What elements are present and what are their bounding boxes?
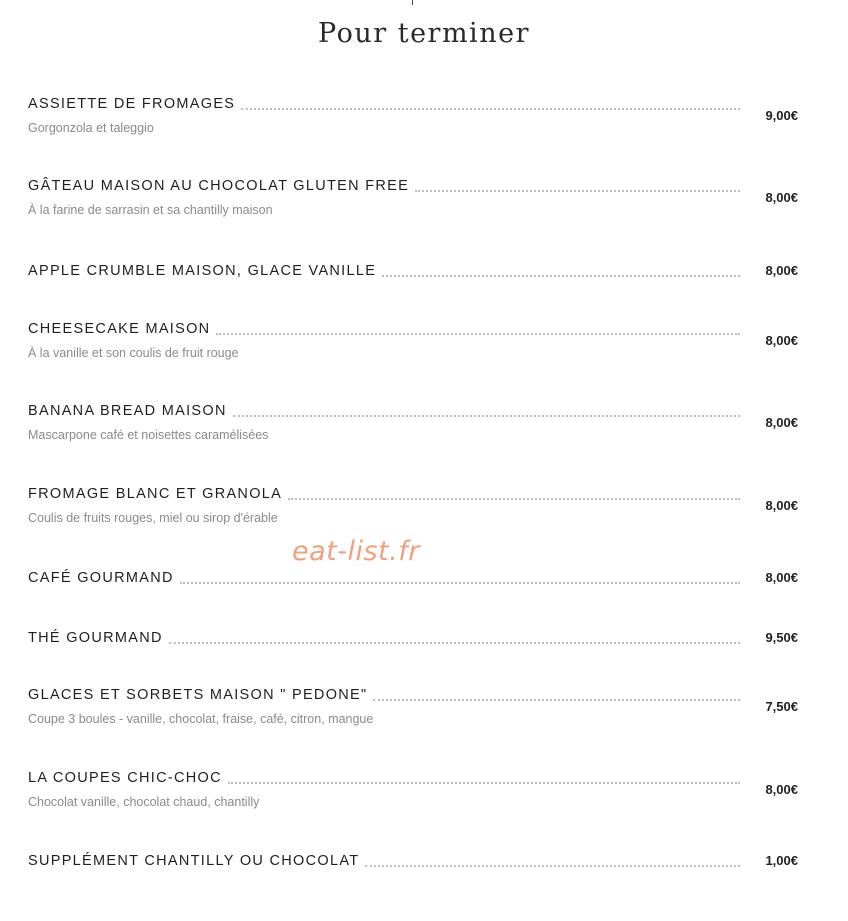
menu-item-name: SUPPLÉMENT CHANTILLY OU CHOCOLAT xyxy=(28,853,360,869)
dotted-leader xyxy=(180,581,740,584)
menu-item-name: GÂTEAU MAISON AU CHOCOLAT GLUTEN FREE xyxy=(28,178,410,194)
menu-item-description: Gorgonzola et taleggio xyxy=(28,121,154,135)
menu-item-name: CAFÉ GOURMAND xyxy=(28,570,174,586)
dotted-leader xyxy=(228,781,740,784)
menu-item-price: 8,00€ xyxy=(765,415,798,430)
menu-item-price: 8,00€ xyxy=(765,333,798,348)
menu-item-price: 9,50€ xyxy=(765,630,798,645)
menu-item-name: FROMAGE BLANC ET GRANOLA xyxy=(28,486,283,502)
menu-item-description: À la vanille et son coulis de fruit rouge xyxy=(28,346,239,360)
page-title: Pour terminer xyxy=(318,18,530,49)
menu-item-price: 8,00€ xyxy=(765,190,798,205)
menu-item xyxy=(28,685,798,727)
menu-item-name: GLACES ET SORBETS MAISON " PEDONE" xyxy=(28,687,368,703)
menu-item xyxy=(28,176,798,218)
menu-item-name: THÉ GOURMAND xyxy=(28,630,163,646)
dotted-leader xyxy=(415,189,740,192)
menu-item-name: ASSIETTE DE FROMAGES xyxy=(28,96,236,112)
menu-item-name: LA COUPES CHIC-CHOC xyxy=(28,770,222,786)
menu-item-price: 8,00€ xyxy=(765,498,798,513)
menu-item xyxy=(28,484,798,526)
dotted-leader xyxy=(382,274,740,277)
menu-item-description: Coulis de fruits rouges, miel ou sirop d'érable xyxy=(28,511,278,525)
dotted-leader xyxy=(288,497,740,500)
dotted-leader xyxy=(373,698,740,701)
menu-item-price: 8,00€ xyxy=(765,782,798,797)
menu-item-price: 1,00€ xyxy=(765,853,798,868)
dotted-leader xyxy=(365,864,740,867)
menu-item xyxy=(28,628,798,648)
menu-item xyxy=(28,568,798,588)
menu-item-name: BANANA BREAD MAISON xyxy=(28,403,227,419)
dotted-leader xyxy=(216,332,740,335)
menu-item-price: 9,00€ xyxy=(765,108,798,123)
menu-item-price: 8,00€ xyxy=(765,263,798,278)
dotted-leader xyxy=(241,107,740,110)
menu-item xyxy=(28,94,798,136)
menu-item-name: APPLE CRUMBLE MAISON, GLACE VANILLE xyxy=(28,263,377,279)
menu-item xyxy=(28,768,798,810)
top-divider-tick xyxy=(412,0,413,5)
menu-item-price: 8,00€ xyxy=(765,570,798,585)
dotted-leader xyxy=(233,414,740,417)
menu-item-description: Mascarpone café et noisettes caramélisées xyxy=(28,428,269,442)
menu-item xyxy=(28,401,798,443)
menu-item xyxy=(28,261,798,281)
watermark: eat-list.fr xyxy=(292,536,420,567)
menu-item-description: À la farine de sarrasin et sa chantilly maison xyxy=(28,203,273,217)
menu-item-description: Coupe 3 boules - vanille, chocolat, fraise, café, citron, mangue xyxy=(28,712,374,726)
menu-item-description: Chocolat vanille, chocolat chaud, chantilly xyxy=(28,795,260,809)
dotted-leader xyxy=(169,641,740,644)
menu-item-name: CHEESECAKE MAISON xyxy=(28,321,211,337)
menu-item-price: 7,50€ xyxy=(765,699,798,714)
menu-item xyxy=(28,319,798,361)
menu-item xyxy=(28,851,798,871)
